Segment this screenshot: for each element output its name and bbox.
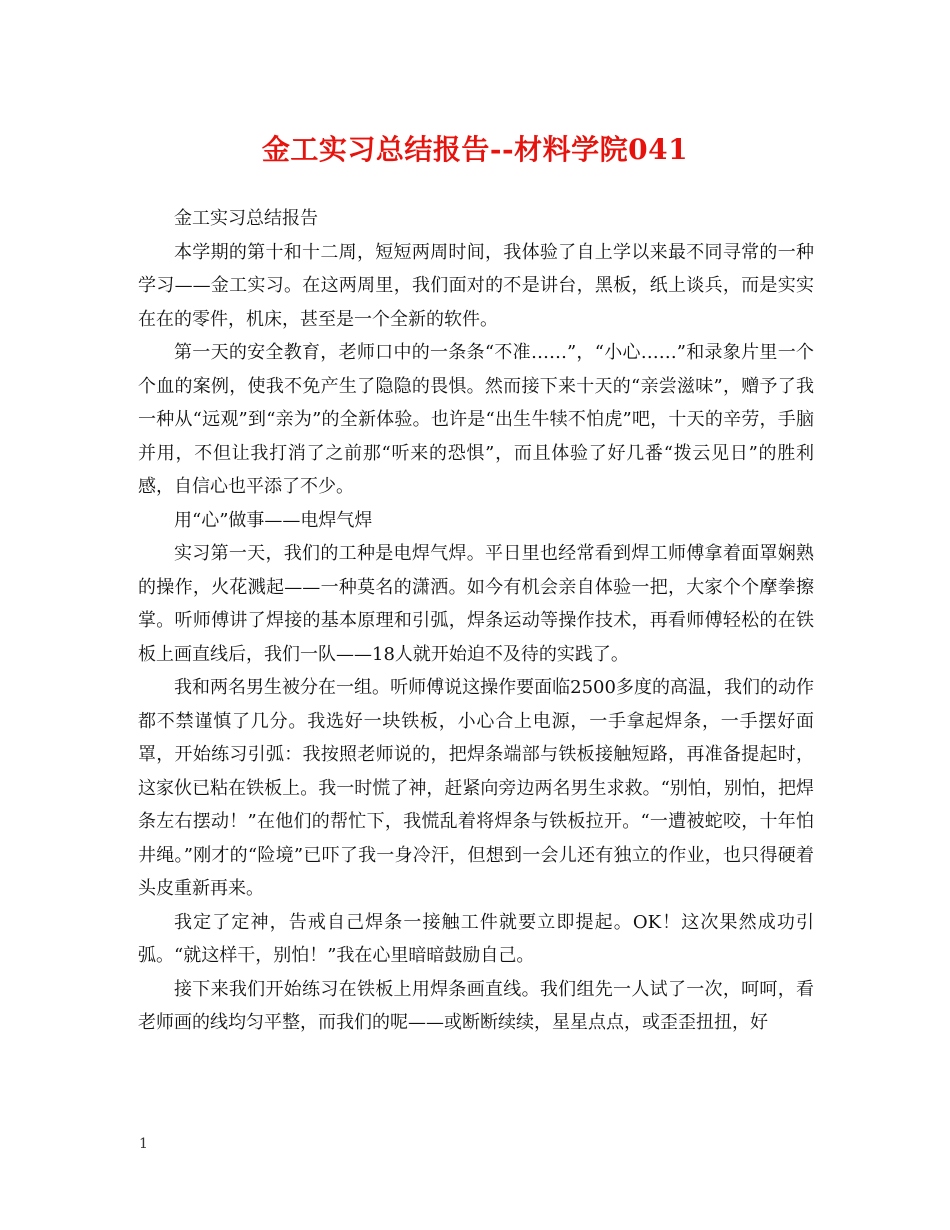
section-heading: 用“心”做事——电焊气焊 (174, 509, 373, 531)
paragraph: 第一天的安全教育，老师口中的一条条“不准……”，“小心……”和录象片里一个个血的案例，使我不免产生了隐隐的畏惧。然而接下来十天的“亲尝滋味”，赠予了我一种从“远观”到“亲为”的全新体验。也许是“出生牛犊不怕虎”吧，十天的辛劳，手脑并用，不但让我打消了之前那“听来的恐惧”，而且体验了好几番“拨云见日”的胜利感，自信心也平添了不少。 (138, 342, 814, 497)
paragraph: 实习第一天，我们的工种是电焊气焊。平日里也经常看到焊工师傅拿着面罩娴熟的操作，火花溅起——一种莫名的潇洒。如今有机会亲自体验一把，大家个个摩拳擦掌。听师傅讲了焊接的基本原理和引弧，焊条运动等操作技术，再看师傅轻松的在铁板上画直线后，我们一队——18人就开始迫不及待的实践了。 (138, 543, 814, 665)
document-body (138, 202, 814, 1040)
paragraph: 我定了定神，告戒自己焊条一接触工件就要立即提起。OK！这次果然成功引弧。“就这样干，别怕！”我在心里暗暗鼓励自己。 (138, 911, 814, 966)
paragraph: 本学期的第十和十二周，短短两周时间，我体验了自上学以来最不同寻常的一种学习——金工实习。在这两周里，我们面对的不是讲台，黑板，纸上谈兵，而是实实在在的零件，机床，甚至是一个全新的软件。 (138, 241, 814, 330)
document-title: 金工实习总结报告--材料学院041 (261, 133, 689, 166)
section-heading: 金工实习总结报告 (174, 208, 318, 229)
paragraph: 接下来我们开始练习在铁板上用焊条画直线。我们组先一人试了一次，呵呵，看老师画的线均匀平整，而我们的呢——或断断续续，星星点点，或歪歪扭扭，好 (138, 978, 814, 1033)
page-number: 1 (139, 1136, 148, 1152)
paragraph: 我和两名男生被分在一组。听师傅说这操作要面临2500多度的高温，我们的动作都不禁谨慎了几分。我选好一块铁板，小心合上电源，一手拿起焊条，一手摆好面罩，开始练习引弧：我按照老师说的，把焊条端部与铁板接触短路，再准备提起时，这家伙已粘在铁板上。我一时慌了神，赶紧向旁边两名男生求救。“别怕，别怕，把焊条左右摆动！”在他们的帮忙下，我慌乱着将焊条与铁板拉开。“一遭被蛇咬，十年怕井绳。”刚才的“险境”已吓了我一身冷汗，但想到一会儿还有独立的作业，也只得硬着头皮重新再来。 (138, 677, 814, 899)
